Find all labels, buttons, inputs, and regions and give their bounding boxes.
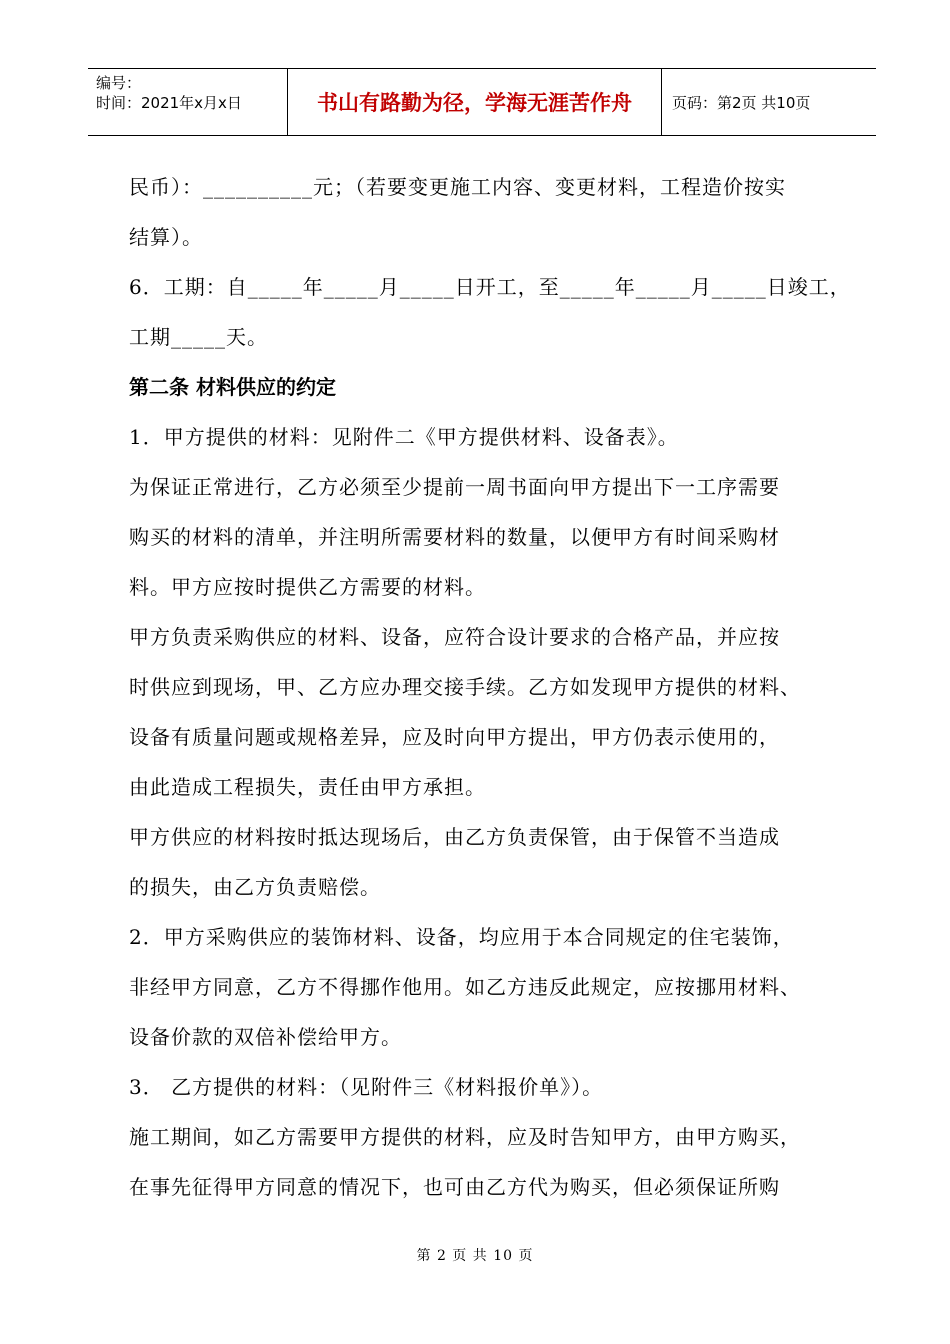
body-line: 施工期间，如乙方需要甲方提供的材料，应及时告知甲方，由甲方购买，: [129, 1125, 801, 1149]
header-number-label: 编号：: [96, 74, 142, 92]
header-page-info: 页码：第2页 共10页: [672, 93, 811, 112]
document-body: [129, 162, 849, 1212]
body-line: 1．甲方提供的材料：见附件二《甲方提供材料、设备表》。: [129, 425, 679, 449]
body-line: 工期_____天。: [129, 325, 268, 349]
body-line: 设备有质量问题或规格差异，应及时向甲方提出，甲方仍表示使用的，: [129, 725, 780, 749]
body-line: 时供应到现场，甲、乙方应办理交接手续。乙方如发现甲方提供的材料、: [129, 675, 801, 699]
body-line: 为保证正常进行，乙方必须至少提前一周书面向甲方提出下一工序需要: [129, 475, 780, 499]
page-footer: 第 2 页 共 10 页: [416, 1248, 534, 1264]
body-line: 民币）：__________元；（若要变更施工内容、变更材料，工程造价按实: [129, 175, 786, 199]
body-line: 6．工期：自_____年_____月_____日开工，至_____年_____月_____日竣工，: [129, 275, 851, 299]
body-line: 在事先征得甲方同意的情况下，也可由乙方代为购买，但必须保证所购: [129, 1175, 780, 1199]
body-line: 2．甲方采购供应的装饰材料、设备，均应用于本合同规定的住宅装饰，: [129, 925, 794, 949]
header-motto: 书山有路勤为径，学海无涯苦作舟: [288, 69, 662, 135]
body-line: 甲方负责采购供应的材料、设备，应符合设计要求的合格产品，并应按: [129, 625, 780, 649]
page-header: [88, 68, 876, 136]
body-line: 由此造成工程损失，责任由甲方承担。: [129, 775, 486, 799]
body-line: 设备价款的双倍补偿给甲方。: [129, 1025, 402, 1049]
body-line: 结算）。: [129, 225, 203, 249]
header-meta: [88, 69, 288, 135]
body-line: 料。甲方应按时提供乙方需要的材料。: [129, 575, 486, 599]
body-line: 非经甲方同意，乙方不得挪作他用。如乙方违反此规定，应按挪用材料、: [129, 975, 801, 999]
body-line: 3． 乙方提供的材料：（见附件三《材料报价单》）。: [129, 1075, 604, 1099]
section-heading: 第二条 材料供应的约定: [129, 375, 336, 399]
header-time-label: 时间：2021年x月x日: [96, 94, 242, 112]
body-line: 的损失，由乙方负责赔偿。: [129, 875, 381, 899]
body-line: 甲方供应的材料按时抵达现场后，由乙方负责保管，由于保管不当造成: [129, 825, 780, 849]
body-line: 购买的材料的清单，并注明所需要材料的数量，以便甲方有时间采购材: [129, 525, 780, 549]
